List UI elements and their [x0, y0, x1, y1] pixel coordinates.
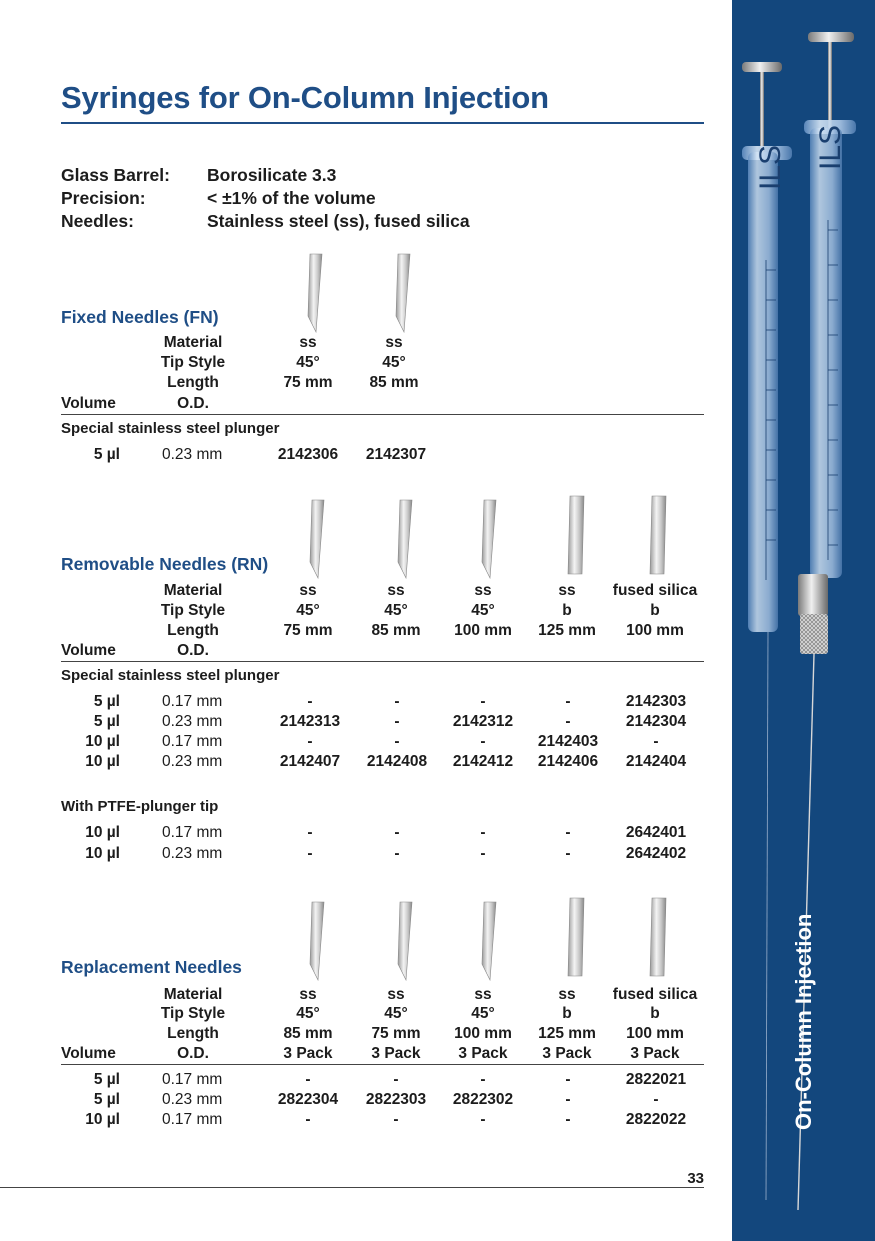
table-cell: 2142313	[279, 713, 341, 730]
col-pack: 3 Pack	[458, 1045, 508, 1062]
spec-value-precision: < ±1% of the volume	[207, 188, 376, 208]
table-cell: -	[394, 845, 400, 862]
col-length: 100 mm	[454, 622, 512, 639]
col-material: ss	[474, 582, 492, 599]
table-cell: 2142408	[366, 753, 428, 770]
header-volume: Volume	[61, 642, 116, 659]
row-od: 0.23 mm	[162, 713, 223, 730]
table-cell: 2142407	[279, 753, 341, 770]
col-tip: 45°	[384, 1005, 408, 1022]
table-cell: 2142306	[277, 446, 339, 463]
col-length: 85 mm	[369, 374, 419, 391]
row-od: 0.17 mm	[162, 1111, 223, 1128]
col-material: fused silica	[612, 582, 698, 599]
table-cell: 2142412	[452, 753, 514, 770]
col-tip: b	[650, 602, 660, 619]
row-od: 0.17 mm	[162, 733, 223, 750]
table-cell: 2142403	[537, 733, 599, 750]
row-od: 0.23 mm	[162, 1091, 223, 1108]
needle-blunt-icon	[564, 494, 588, 578]
table-cell: -	[565, 1071, 571, 1088]
header-tip-style: Tip Style	[160, 1005, 226, 1022]
col-material: fused silica	[612, 986, 698, 1003]
page-number: 33	[687, 1170, 704, 1187]
row-volume: 5 µl	[93, 693, 120, 710]
needle-45-icon	[304, 900, 328, 982]
table-cell: -	[565, 1111, 571, 1128]
table-divider	[61, 661, 704, 662]
row-volume: 10 µl	[85, 733, 120, 750]
row-volume: 5 µl	[93, 713, 120, 730]
table-cell: -	[307, 693, 313, 710]
col-tip: 45°	[471, 1005, 495, 1022]
col-length: 125 mm	[538, 622, 596, 639]
col-material: ss	[558, 986, 576, 1003]
table-cell: -	[305, 1071, 311, 1088]
syringe-brand: ILS	[754, 144, 787, 190]
table-cell: -	[653, 733, 659, 750]
table-cell: -	[393, 1111, 399, 1128]
table-cell: -	[393, 1071, 399, 1088]
col-material: ss	[558, 582, 576, 599]
table-cell: -	[565, 824, 571, 841]
section-title-fixed: Fixed Needles (FN)	[61, 307, 219, 327]
table-cell: 2822022	[625, 1111, 687, 1128]
section-title-removable: Removable Needles (RN)	[61, 554, 269, 574]
table-cell: 2822021	[625, 1071, 687, 1088]
spec-label-precision: Precision:	[61, 188, 146, 208]
page-title: Syringes for On-Column Injection	[61, 80, 549, 115]
header-length: Length	[167, 622, 219, 639]
table-cell: -	[394, 824, 400, 841]
header-tip-style: Tip Style	[160, 354, 226, 371]
title-divider	[61, 122, 704, 124]
needle-45-icon	[392, 498, 416, 580]
col-tip: b	[562, 602, 572, 619]
table-cell: 2142312	[452, 713, 514, 730]
subsection-title: With PTFE-plunger tip	[61, 798, 219, 815]
needle-45-icon	[390, 252, 414, 334]
table-cell: -	[307, 845, 313, 862]
header-volume: Volume	[61, 1045, 116, 1062]
row-volume: 5 µl	[93, 1071, 120, 1088]
table-cell: -	[305, 1111, 311, 1128]
footer-divider	[0, 1187, 704, 1188]
col-material: ss	[299, 986, 317, 1003]
col-length: 85 mm	[283, 1025, 333, 1042]
row-volume: 10 µl	[85, 845, 120, 862]
needle-45-icon	[476, 498, 500, 580]
header-od: O.D.	[177, 395, 209, 412]
header-tip-style: Tip Style	[160, 602, 226, 619]
subsection-title: Special stainless steel plunger	[61, 420, 280, 437]
subsection-title: Special stainless steel plunger	[61, 667, 280, 684]
col-material: ss	[387, 986, 405, 1003]
header-length: Length	[167, 1025, 219, 1042]
header-material: Material	[163, 582, 223, 599]
col-tip: 45°	[296, 354, 320, 371]
row-od: 0.23 mm	[162, 845, 223, 862]
col-tip: 45°	[382, 354, 406, 371]
col-material: ss	[474, 986, 492, 1003]
header-material: Material	[163, 334, 223, 351]
col-length: 100 mm	[626, 1025, 684, 1042]
table-cell: -	[480, 1071, 486, 1088]
col-material: ss	[387, 582, 405, 599]
table-cell: 2822304	[277, 1091, 339, 1108]
table-cell: -	[394, 733, 400, 750]
table-cell: -	[565, 845, 571, 862]
section-title-replacement: Replacement Needles	[61, 957, 242, 977]
needle-blunt-icon	[564, 896, 588, 980]
table-cell: 2142406	[537, 753, 599, 770]
header-material: Material	[163, 986, 223, 1003]
col-tip: 45°	[296, 602, 320, 619]
col-pack: 3 Pack	[630, 1045, 680, 1062]
table-cell: 2822303	[365, 1091, 427, 1108]
header-od: O.D.	[177, 1045, 209, 1062]
col-length: 125 mm	[538, 1025, 596, 1042]
row-od: 0.17 mm	[162, 693, 223, 710]
spec-value-barrel: Borosilicate 3.3	[207, 165, 337, 185]
col-material: ss	[385, 334, 403, 351]
table-cell: 2822302	[452, 1091, 514, 1108]
col-length: 75 mm	[283, 622, 333, 639]
col-tip: 45°	[471, 602, 495, 619]
table-cell: 2642402	[625, 845, 687, 862]
row-volume: 5 µl	[93, 1091, 120, 1108]
table-divider	[61, 414, 704, 415]
header-od: O.D.	[177, 642, 209, 659]
table-cell: 2142303	[625, 693, 687, 710]
row-volume: 10 µl	[85, 1111, 120, 1128]
col-length: 100 mm	[454, 1025, 512, 1042]
col-tip: b	[650, 1005, 660, 1022]
table-cell: -	[480, 1111, 486, 1128]
col-tip: 45°	[384, 602, 408, 619]
row-volume: 10 µl	[85, 824, 120, 841]
table-cell: 2142404	[625, 753, 687, 770]
row-od: 0.23 mm	[162, 446, 223, 463]
table-cell: 2142307	[365, 446, 427, 463]
col-pack: 3 Pack	[371, 1045, 421, 1062]
needle-45-icon	[302, 252, 326, 334]
table-cell: -	[394, 693, 400, 710]
table-cell: -	[394, 713, 400, 730]
col-pack: 3 Pack	[542, 1045, 592, 1062]
needle-45-icon	[476, 900, 500, 982]
sidebar-label: On-Column Injection	[791, 913, 816, 1130]
col-tip: b	[562, 1005, 572, 1022]
table-cell: 2642401	[625, 824, 687, 841]
header-length: Length	[167, 374, 219, 391]
table-cell: -	[307, 733, 313, 750]
table-cell: -	[480, 824, 486, 841]
needle-blunt-icon	[646, 896, 670, 980]
table-cell: 2142304	[625, 713, 687, 730]
row-od: 0.17 mm	[162, 824, 223, 841]
table-cell: -	[565, 713, 571, 730]
table-cell: -	[565, 693, 571, 710]
col-length: 85 mm	[371, 622, 421, 639]
spec-label-barrel: Glass Barrel:	[61, 165, 170, 185]
spec-value-needles: Stainless steel (ss), fused silica	[207, 211, 470, 231]
table-cell: -	[480, 693, 486, 710]
row-volume: 10 µl	[85, 753, 120, 770]
col-length: 100 mm	[626, 622, 684, 639]
row-volume: 5 µl	[93, 446, 120, 463]
spec-label-needles: Needles:	[61, 211, 134, 231]
col-length: 75 mm	[371, 1025, 421, 1042]
table-cell: -	[307, 824, 313, 841]
table-cell: -	[480, 845, 486, 862]
table-cell: -	[653, 1091, 659, 1108]
col-material: ss	[299, 334, 317, 351]
syringe-brand: ILS	[814, 124, 847, 170]
header-volume: Volume	[61, 395, 116, 412]
row-od: 0.23 mm	[162, 753, 223, 770]
col-pack: 3 Pack	[283, 1045, 333, 1062]
needle-45-icon	[304, 498, 328, 580]
row-od: 0.17 mm	[162, 1071, 223, 1088]
col-tip: 45°	[296, 1005, 320, 1022]
table-divider	[61, 1064, 704, 1065]
needle-45-icon	[392, 900, 416, 982]
table-cell: -	[480, 733, 486, 750]
needle-blunt-icon	[646, 494, 670, 578]
col-material: ss	[299, 582, 317, 599]
col-length: 75 mm	[283, 374, 333, 391]
table-cell: -	[565, 1091, 571, 1108]
